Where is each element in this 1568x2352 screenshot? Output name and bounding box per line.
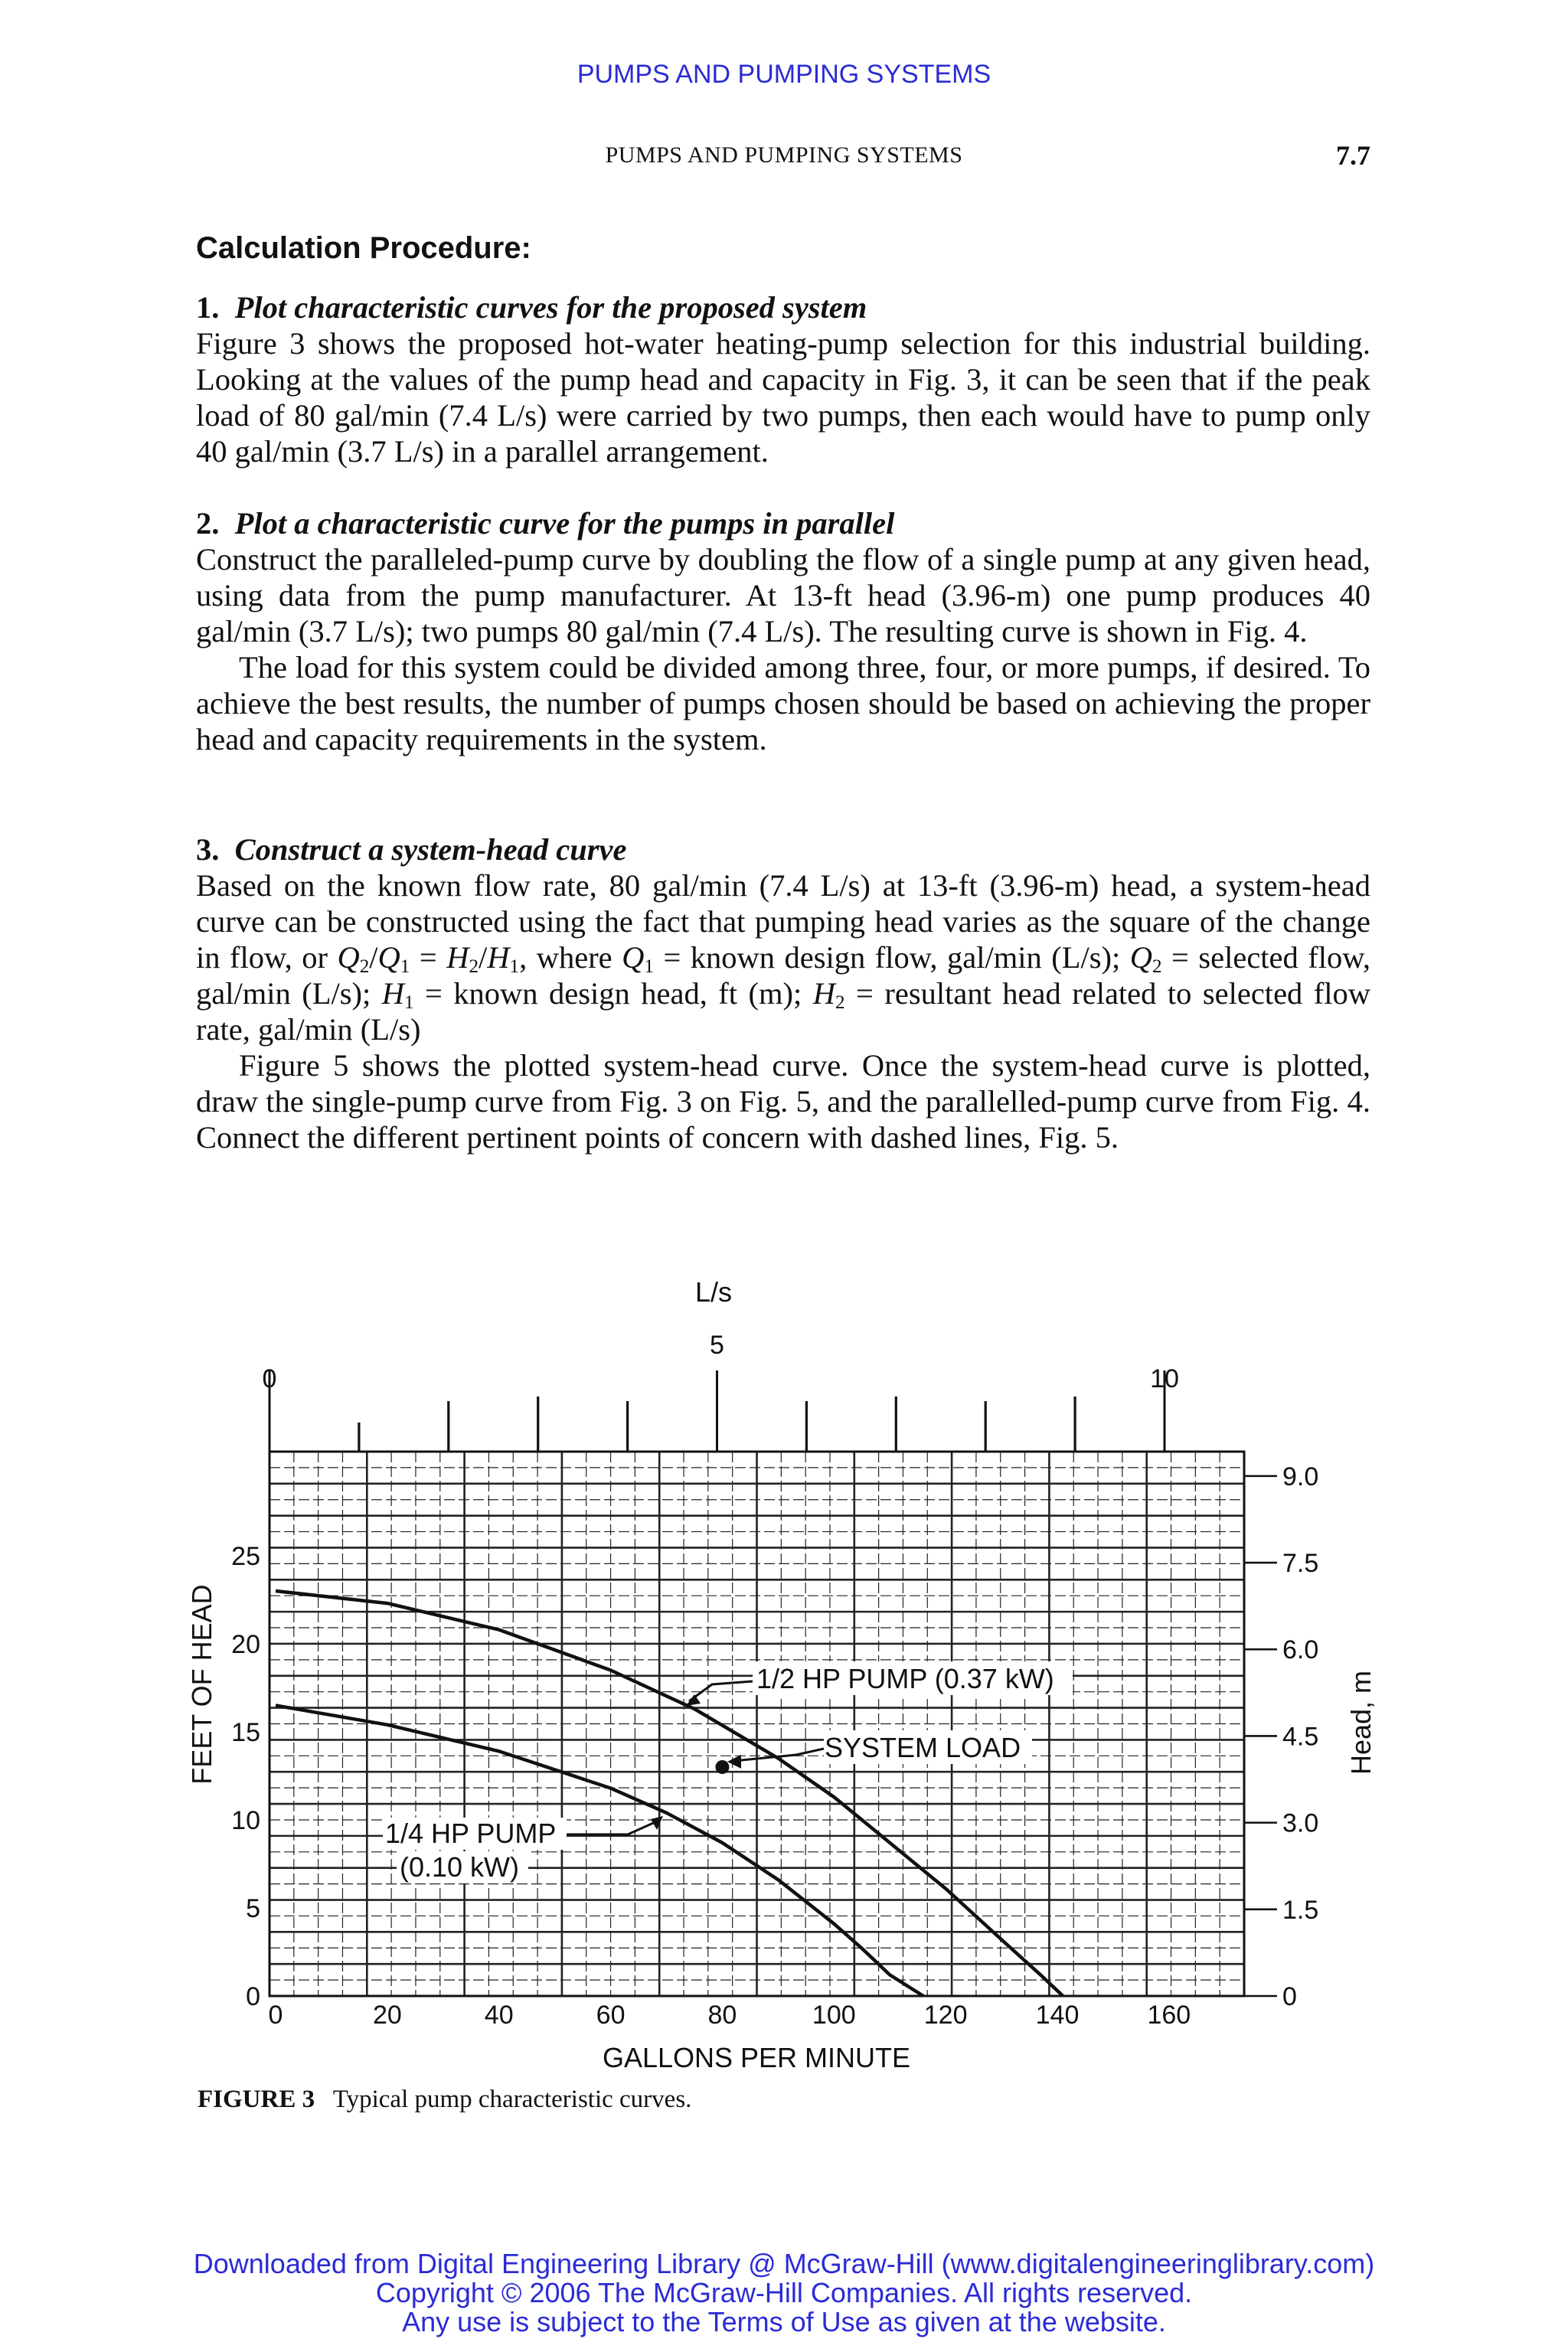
right-tick-label: 9.0 <box>1282 1462 1319 1491</box>
top-tick-label: 5 <box>710 1331 724 1360</box>
section-heading: Calculation Procedure: <box>196 231 531 265</box>
right-tick-label: 7.5 <box>1282 1549 1319 1579</box>
x-tick-label: 0 <box>268 2001 283 2030</box>
top-tick-label: 10 <box>1150 1364 1179 1393</box>
figure-caption-label: FIGURE 3 <box>198 2086 315 2113</box>
footer-terms[interactable]: Any use is subject to the Terms of Use as given at the website. <box>402 2306 1166 2337</box>
step-2-paragraph-1: Construct the paralleled-pump curve by doubling the flow of a single pump at any given head, using data from the pump manufacturer. At 13-ft head (3.96-m) one pump produces 40 gal/min (3.7 L/s); two pumps 80 gal/min (7.4 L/s). The resulting curve is shown in Fig. 4. <box>196 542 1370 648</box>
top-tick-label: 0 <box>262 1364 277 1393</box>
right-tick-label: 0 <box>1282 1982 1297 2011</box>
step-2-paragraph-2: The load for this system could be divided among three, four, or more pumps, if desired. To achieve the best results, the number of pumps chosen should be based on achieving the proper head and capacity requirements in the system. <box>196 650 1370 756</box>
x-tick-label: 40 <box>484 2001 514 2030</box>
footer-download-link[interactable]: Downloaded from Digital Engineering Library @ McGraw-Hill (www.digitalengineeringlibrary.com) <box>193 2248 1375 2279</box>
y-tick-label: 20 <box>231 1630 260 1659</box>
x-tick-label: 80 <box>707 2001 737 2030</box>
step-2-title-text: Plot a characteristic curve for the pumps in parallel <box>234 506 895 541</box>
y-tick-label: 10 <box>231 1806 260 1835</box>
step-3-paragraph-2: Figure 5 shows the plotted system-head curve. Once the system-head curve is plotted, draw the single-pump curve from Fig. 3 on Fig. 5, and the parallelled-pump curve from Fig. 4. Connect the different pertinent points of concern with dashed lines, Fig. 5. <box>196 1048 1370 1155</box>
right-tick-label: 4.5 <box>1282 1722 1319 1752</box>
quarter-hp-label-line1: 1/4 HP PUMP <box>385 1818 557 1849</box>
system-load-point <box>715 1760 729 1774</box>
chart-grid <box>270 1452 1244 1996</box>
x-tick-label: 160 <box>1147 2001 1191 2030</box>
x-tick-label: 20 <box>372 2001 402 2030</box>
half-hp-pump-curve <box>276 1591 1063 1996</box>
x-tick-label: 120 <box>923 2001 968 2030</box>
running-head: PUMPS AND PUMPING SYSTEMS <box>605 142 963 168</box>
step-1-number: 1. <box>196 290 220 325</box>
step-3-number: 3. <box>196 832 220 867</box>
x-axis-label: GALLONS PER MINUTE <box>602 2042 911 2073</box>
top-axis-label: L/s <box>694 1276 733 1308</box>
right-tick-label: 1.5 <box>1282 1895 1319 1925</box>
step-1-paragraph: Figure 3 shows the proposed hot-water heating-pump selection for this industrial building. Looking at the values of the pump head and capacity in Fig. 3, it can be seen that if the peak load of 80 gal/min (7.4 L/s) were carried by two pumps, then each would have to pump only 40 gal/min (3.7 L/s) in a parallel arrangement. <box>196 326 1370 469</box>
step-1-title-text: Plot characteristic curves for the proposed system <box>234 290 867 325</box>
step-2-number: 2. <box>196 506 220 541</box>
figure-caption-text: Typical pump characteristic curves. <box>332 2086 692 2113</box>
quarter-hp-leader <box>567 1821 658 1834</box>
right-axis-label: Head, m <box>1345 1670 1377 1775</box>
x-tick-label: 140 <box>1035 2001 1080 2030</box>
half-hp-leader <box>689 1681 753 1701</box>
x-tick-label: 100 <box>812 2001 856 2030</box>
step-3-paragraph-1: Based on the known flow rate, 80 gal/min (7.4 L/s) at 13-ft (3.96-m) head, a system-head curve can be constructed using the fact that pumping head varies as the square of the change in flow, or $Q_2/Q_1 = H_2/H_1$, where $Q_1$ = known design flow, gal/min (L/s); $Q_2$ = selected flow, gal/min (L/s); $H_1$ = known design head, ft (m); $H_2$ = resultant head related to selected flow rate, gal/min (L/s) <box>196 868 1371 1047</box>
footer-copyright: Copyright © 2006 The McGraw-Hill Companies. All rights reserved. <box>375 2277 1193 2308</box>
right-tick-label: 6.0 <box>1282 1635 1319 1665</box>
footer <box>0 2249 1568 2337</box>
y-tick-label: 5 <box>246 1894 260 1923</box>
x-tick-label: 60 <box>596 2001 626 2030</box>
page-number: 7.7 <box>1336 140 1370 171</box>
step-3-title-text: Construct a system-head curve <box>234 832 627 867</box>
y-tick-label: 25 <box>231 1542 260 1571</box>
half-hp-arrowhead <box>686 1694 701 1706</box>
figure-caption <box>198 2086 691 2114</box>
y-tick-label: 15 <box>231 1718 260 1747</box>
y-axis-label: FEET OF HEAD <box>186 1584 217 1785</box>
chart-series <box>276 1591 1063 1996</box>
quarter-hp-label-line2: (0.10 kW) <box>400 1851 520 1883</box>
half-hp-label: 1/2 HP PUMP (0.37 kW) <box>756 1663 1054 1694</box>
right-tick-label: 3.0 <box>1282 1808 1319 1838</box>
system-load-label: SYSTEM LOAD <box>825 1732 1021 1763</box>
top-chapter-link[interactable]: PUMPS AND PUMPING SYSTEMS <box>577 60 991 89</box>
system-load-arrowhead <box>727 1755 741 1769</box>
y-tick-label: 0 <box>246 1982 260 2011</box>
